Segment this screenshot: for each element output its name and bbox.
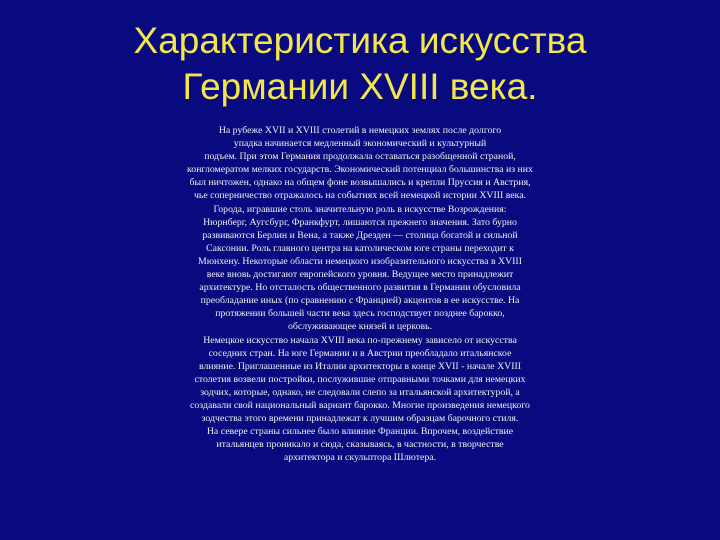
body-line: был ничтожен, однако на общем фоне возвышались и крепли Пруссия и Австрия, (189, 177, 531, 189)
slide-title-line: Характеристика искусства (133, 20, 587, 61)
body-line: итальянцев проникало и сюда, сказываясь, в частности, в творчестве (216, 439, 504, 451)
body-line: обслуживающее князей и церковь. (287, 321, 433, 333)
body-line: преобладание иных (по сравнению с Францией) акцентов в ее искусстве. На (200, 295, 520, 307)
body-line: чье соперничество отражалось на событиях всей немецкой истории XVIII века. (193, 190, 527, 202)
body-line: соседних стран. На юге Германии и в Австрии преобладало итальянское (208, 347, 512, 359)
body-line: Мюнхену. Некоторые области немецкого изобразительного искусства в XVIII (198, 255, 522, 267)
body-line: зодчих, которые, однако, не следовали слепо за итальянской архитектурой, а (200, 386, 520, 398)
body-line: Немецкое искусство начала XVIII века по-прежнему зависело от искусства (203, 334, 517, 346)
body-line: архитектуре. Но отсталость общественного развития в Германии обусловила (199, 282, 521, 294)
body-line: На рубеже XVII и XVIII столетий в немецких землях после долгого (218, 125, 502, 136)
body-line: Города, игравшие столь значительную роль в искусстве Возрождения: (213, 203, 507, 215)
slide-title (40, 18, 680, 110)
body-line: подъем. При этом Германия продолжала оставаться разобщенной страной, (204, 151, 516, 163)
body-line: Нюрнберг, Аугсбург, Франкфурт, лишаются прежнего значения. Зато бурно (203, 216, 517, 228)
body-line: протяжении большей части века здесь господствует позднее барокко, (215, 308, 505, 320)
body-line: архитектора и скульптора Шлютера. (283, 452, 437, 464)
body-line: влияние. Приглашенные из Италии архитекторы в конце XVII - начале XVIII (198, 360, 522, 372)
body-line: конгломератом мелких государств. Экономический потенциал большинства из них (187, 164, 533, 176)
slide-title-line: Германии XVIII века. (182, 66, 538, 107)
body-line: зодчества этого времени принадлежат к лучшим образцам барочного стиля. (201, 413, 519, 425)
body-line: На севере страны сильнее было влияние Франции. Впрочем, воздействие (206, 426, 514, 438)
body-line: веке вновь достигают европейского уровня. Ведущее место принадлежит (206, 269, 514, 281)
body-line: столетия возвели постройки, послужившие отправными точками для немецких (194, 373, 526, 385)
body-line: развиваются Берлин и Вена, а также Дрезден — столица богатой и сильной (202, 229, 518, 241)
body-line: упадка начинается медленный экономический и культурный (233, 138, 487, 150)
body-line: создавали свой национальный вариант барокко. Многие произведения немецкого (190, 399, 530, 411)
slide-body-text (140, 124, 580, 464)
body-line: Саксонии. Роль главного центра на католическом юге страны переходит к (206, 242, 514, 254)
